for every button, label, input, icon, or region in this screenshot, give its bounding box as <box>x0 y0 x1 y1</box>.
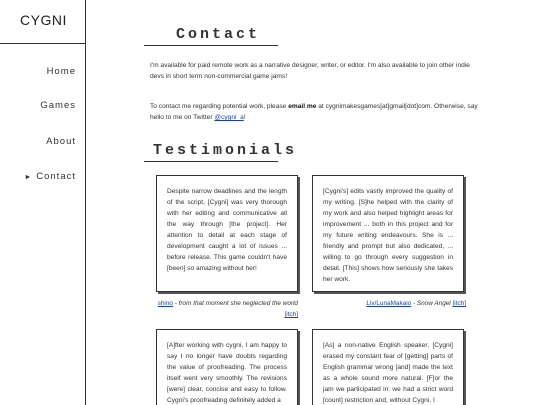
testimonial-quote: [As] a non-native English speaker, [Cygni] erased my constant fear of [getting] parts of English grammar wrong [and] made the text as a whole sound more natural. [F]or the jam we participated in: we had a strict word [count] restriction and, without Cygni, I <box>323 342 453 404</box>
nav-item-games[interactable]: Games <box>40 100 76 111</box>
nav-item-about[interactable]: About <box>46 136 76 147</box>
testimonial-quote: [A]fter working with cygni, I am happy to say I no longer have doubts regarding the value of proofreading. The process itself went very smoothly. The revisions [were] clear, concise and easy to follow. Cygni's proofreading definitely added a <box>167 342 287 404</box>
contact-paragraph-email <box>150 101 480 123</box>
email-me-emphasis: email me <box>288 103 317 110</box>
twitter-link[interactable]: @cygni_a <box>214 114 244 121</box>
contact-heading: Contact <box>176 26 261 43</box>
contact-heading-rule <box>144 45 278 46</box>
brand-header <box>0 0 86 44</box>
testimonial-quote: Despite narrow deadlines and the length of the script, [Cygni] was very thorough with her editing and communicative all the way through [the project]. Her attention to detail at each stage of development caught a lot of issues ... before release. This game couldn't have [been] so amazing without her! <box>167 188 287 272</box>
nav-item-home[interactable]: Home <box>46 66 76 77</box>
testimonials-heading-rule <box>144 161 278 162</box>
active-arrow-icon: ► <box>24 174 33 181</box>
itch-link[interactable]: [itch] <box>284 311 298 318</box>
author-link[interactable]: shino <box>157 300 173 307</box>
brand-logo-text[interactable]: CYGNI <box>20 12 67 28</box>
project-name: - Snow Angel <box>411 300 453 307</box>
testimonial-card <box>312 329 464 405</box>
main-content <box>86 0 540 405</box>
testimonial-quote: [Cygni's] edits vastly improved the quality of my writing. [S]he helped with the clarity of my work and also helped highlight areas for improvement ... both in this project and for my future writing endeavours. She is ... friendly and prompt but also dedicated, ... willing to go through every suggestion in detail. [This] shows how seriously she takes her work. <box>323 188 453 283</box>
nav-item-contact[interactable] <box>2 171 76 182</box>
contact-text-before: To contact me regarding potential work, please <box>150 103 289 110</box>
testimonials-heading: Testimonials <box>153 142 298 159</box>
contact-text-after: at cygnimakesgames[at]gmail[dot]com. Otherwise, say hello to me on Twitter <box>150 103 478 121</box>
testimonial-attribution <box>312 298 466 309</box>
author-link[interactable]: Liv/LunaMakaio <box>366 300 412 307</box>
testimonial-card <box>312 175 464 292</box>
contact-text-end: ! <box>243 114 246 121</box>
testimonial-card <box>156 175 298 292</box>
sidebar <box>0 0 86 405</box>
testimonial-card <box>156 329 298 405</box>
project-name: - from that moment she neglected the world <box>172 300 298 307</box>
itch-link[interactable]: [itch] <box>452 300 466 307</box>
contact-paragraph-availability: I'm available for paid remote work as a narrative designer, writer, or editor. I'm also available to join other indie devs in short term non-commercial game jams! <box>150 62 470 80</box>
testimonial-attribution <box>156 298 298 320</box>
nav-item-contact-label: Contact <box>36 171 76 182</box>
